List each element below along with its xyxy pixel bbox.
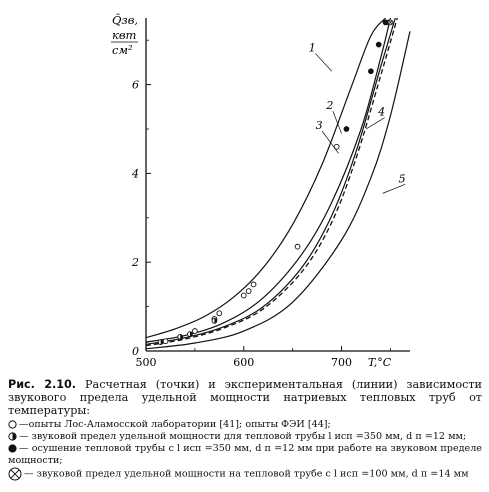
curve-leader-2 [333, 111, 342, 133]
point-half-filled [178, 334, 183, 339]
point-filled-circle [344, 127, 349, 132]
series-line-3 [146, 18, 395, 344]
legend-entry-text: — звуковой предел удельной мощности на тепловой трубе с l исп =100 мм, d п =14 мм [24, 468, 469, 480]
point-filled-circle [376, 42, 381, 47]
x-axis-label: T,°C [368, 356, 392, 369]
curve-leader-5 [383, 184, 406, 193]
legend-entry-text: — осушение тепловой трубы с l исп =350 мм, d п =12 мм при работе на звуковом пределе мощности; [8, 443, 482, 466]
point-open-circle [241, 293, 246, 298]
y-tick-label: 6 [132, 78, 139, 92]
curve-leader-1 [315, 53, 332, 71]
point-open-circle [251, 282, 256, 287]
legend-entry [8, 443, 482, 467]
figure-caption [8, 378, 482, 481]
y-axis-label-line: см² [112, 43, 133, 57]
legend-entry-text: —опыты Лос-Аламосской лаборатории [41]; опыты ФЭИ [44]; [19, 419, 331, 430]
x-tick-label: 700 [331, 356, 353, 369]
point-half-filled [212, 318, 217, 323]
curve-leader-4 [366, 118, 385, 129]
point-filled-circle [383, 20, 388, 25]
legend-entry-text: — звуковой предел удельной мощности для тепловой трубы l исп =350 мм, d п =12 мм; [19, 431, 467, 442]
caption-lead: Рис. 2.10. [8, 378, 77, 391]
series-group [146, 18, 410, 349]
series-line-2 [146, 18, 390, 342]
caption-title [8, 378, 482, 417]
caption-text: Расчетная (точки) и экспериментальная (линии) зависимости звукового предела удельной мощности натриевых тепловых труб от температуры: [8, 378, 483, 417]
y-tick-label: 0 [132, 345, 139, 358]
curve-leader-3 [322, 131, 339, 153]
labels-group [309, 41, 406, 193]
point-crossed-circle [388, 20, 393, 25]
curve-label-5: 5 [398, 172, 406, 186]
curve-label-4: 4 [378, 105, 386, 119]
curve-label-2: 2 [326, 99, 334, 113]
y-tick-label: 2 [132, 256, 139, 270]
legend-entry [8, 419, 482, 431]
curve-label-1: 1 [308, 41, 316, 55]
open-circle-icon [8, 420, 17, 429]
series-line-4 [146, 18, 397, 346]
filled-circle-icon [8, 444, 17, 453]
point-open-circle [217, 311, 222, 316]
y-tick-label: 4 [132, 167, 139, 181]
point-half-filled [158, 340, 163, 345]
legend [8, 419, 482, 481]
legend-entry [8, 431, 482, 443]
point-half-filled [188, 332, 193, 337]
x-tick-label: 600 [233, 356, 255, 369]
series-line-5 [146, 31, 410, 348]
crossed-circle-icon [8, 467, 22, 481]
curve-label-3: 3 [315, 119, 323, 132]
y-axis-label-line: Q̄зв, [112, 13, 139, 27]
x-tick-label: 500 [135, 356, 157, 369]
y-axis-label-line: квт [112, 28, 137, 42]
half-filled-circle-icon [8, 432, 17, 441]
point-open-circle [163, 339, 168, 344]
point-open-circle [246, 289, 251, 294]
point-open-circle [192, 329, 197, 334]
legend-entry [8, 467, 482, 481]
point-filled-circle [368, 69, 373, 74]
point-open-circle [295, 244, 300, 249]
